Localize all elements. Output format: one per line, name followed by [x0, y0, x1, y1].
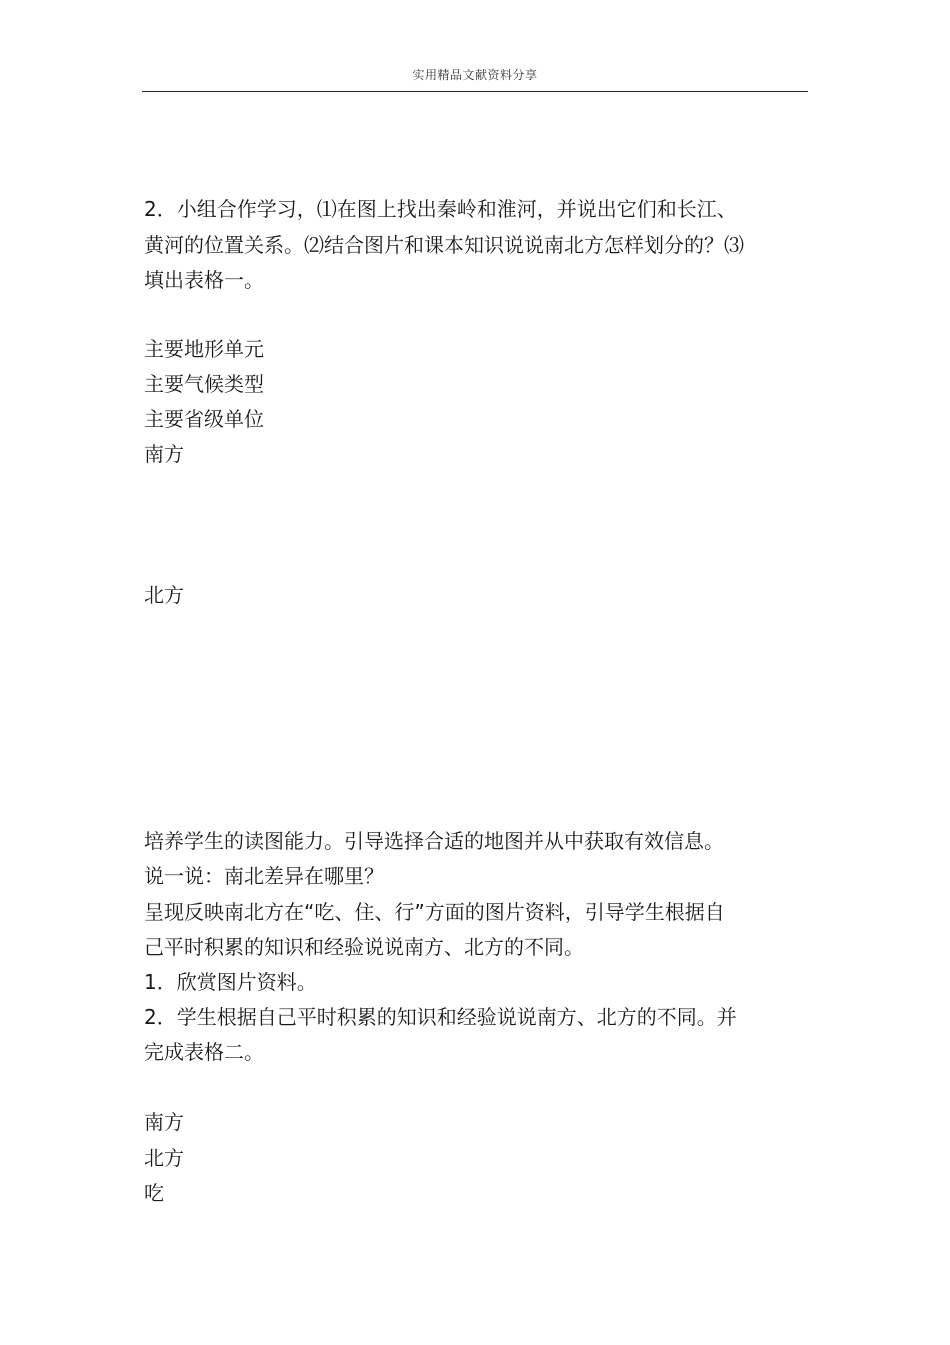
- table1-header-climate: 主要气候类型: [144, 372, 264, 396]
- table2-header-north: 北方: [144, 1146, 184, 1170]
- table1-header-terrain: 主要地形单元: [144, 337, 264, 361]
- step-2-line-1: 2．学生根据自己平时积累的知识和经验说说南方、北方的不同。并: [144, 1005, 737, 1029]
- table1-row-north: 北方: [144, 583, 184, 607]
- present-line-2: 己平时积累的知识和经验说说南方、北方的不同。: [144, 935, 584, 959]
- header-divider: [142, 91, 808, 92]
- step-1: 1．欣赏图片资料。: [144, 970, 317, 994]
- aim-line: 培养学生的读图能力。引导选择合适的地图并从中获取有效信息。: [144, 829, 724, 853]
- table1-header-provinces: 主要省级单位: [144, 407, 264, 431]
- present-line-1: 呈现反映南北方在“吃、住、行”方面的图片资料，引导学生根据自: [144, 900, 725, 924]
- table1-row-south: 南方: [144, 442, 184, 466]
- task2-line-2: 黄河的位置关系。⑵结合图片和课本知识说说南北方怎样划分的？⑶: [144, 233, 744, 257]
- step-2-line-2: 完成表格二。: [144, 1040, 264, 1064]
- task2-line-3: 填出表格一。: [144, 268, 264, 292]
- discuss-line: 说一说：南北差异在哪里？: [144, 864, 384, 888]
- table2-header-south: 南方: [144, 1110, 184, 1134]
- table2-row-eat: 吃: [144, 1181, 164, 1205]
- task2-line-1: 2．小组合作学习，⑴在图上找出秦岭和淮河，并说出它们和长江、: [144, 197, 737, 221]
- page-header-title: 实用精品文献资料分享: [412, 68, 538, 82]
